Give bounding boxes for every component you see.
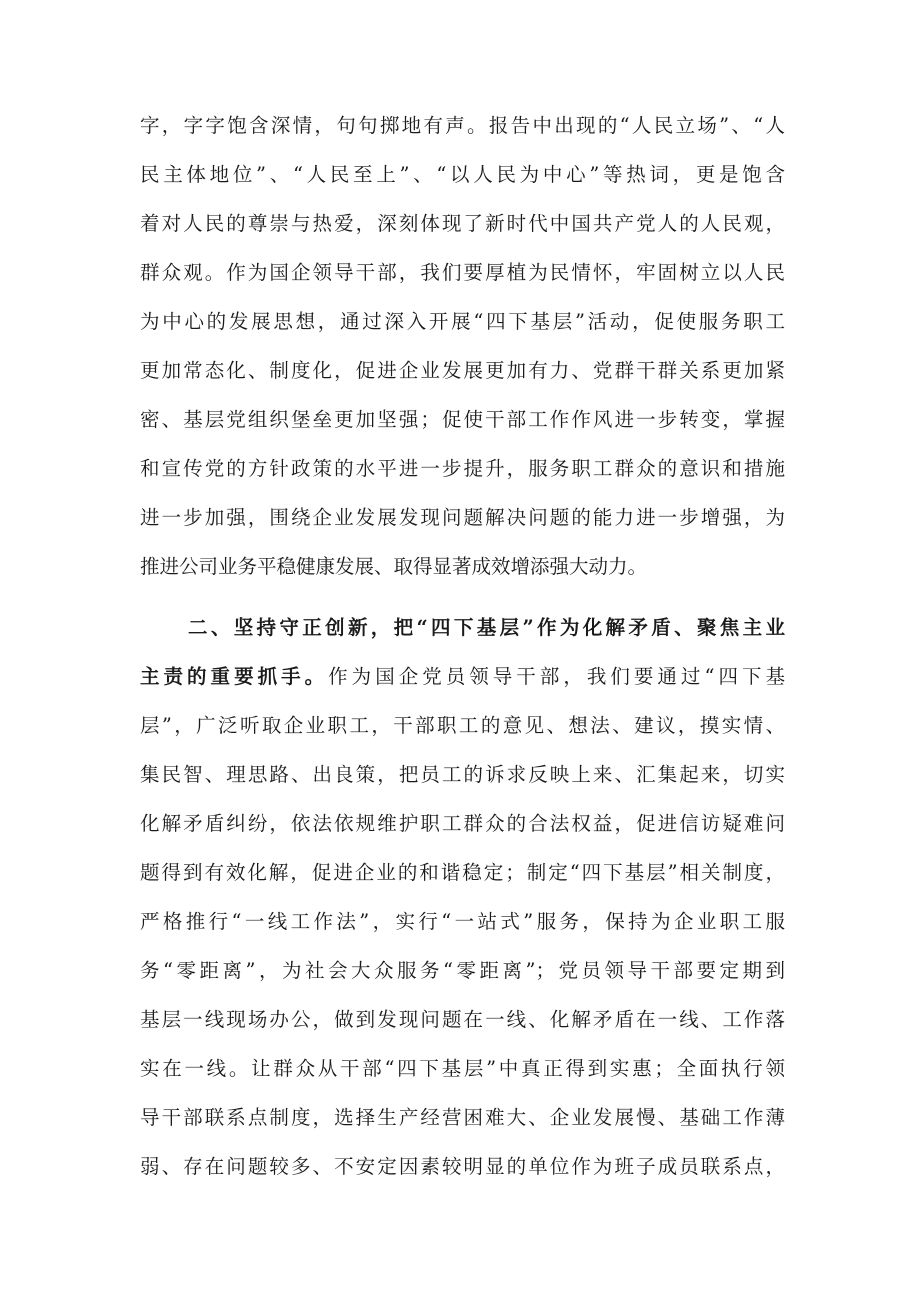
paragraph2-line-6: 严格推行“一线工作法”，实行“一站式”服务，保持为企业职工服 — [140, 910, 785, 933]
paragraph1-line-6: 更加常态化、制度化，促进企业发展更加有力、党群干群关系更加紧 — [140, 359, 785, 382]
paragraph2-line-5: 题得到有效化解，促进企业的和谐稳定；制定“四下基层”相关制度， — [140, 861, 785, 884]
paragraph1-line-10: 推进公司业务平稳健康发展、取得显著成效增添强大动力。 — [140, 555, 648, 578]
paragraph2-line-10: 导干部联系点制度，选择生产经营困难大、企业发展慢、基础工作薄 — [140, 1106, 785, 1129]
paragraph1-line-3: 着对人民的尊崇与热爱，深刻体现了新时代中国共产党人的人民观， — [140, 212, 785, 235]
paragraph1-line-2: 民主体地位”、“人民至上”、“以人民为中心”等热词，更是饱含 — [140, 163, 785, 186]
paragraph2-line-8: 基层一线现场办公，做到发现问题在一线、化解矛盾在一线、工作落 — [140, 1008, 785, 1031]
paragraph1-line-4: 群众观。作为国企领导干部，我们要厚植为民情怀，牢固树立以人民 — [140, 261, 785, 284]
paragraph2-line-2: 层”，广泛听取企业职工，干部职工的意见、想法、建议，摸实情、 — [140, 714, 785, 737]
paragraph1-line-1: 字，字字饱含深情，句句掷地有声。报告中出现的“人民立场”、“人 — [140, 114, 785, 137]
paragraph2-line-11: 弱、存在问题较多、不安定因素较明显的单位作为班子成员联系点， — [140, 1155, 785, 1178]
section-heading-continued: 主责的重要抓手。 — [140, 665, 329, 688]
paragraph2-line-1 — [140, 659, 785, 695]
paragraph1-line-7: 密、基层党组织堡垒更加坚强；促使干部工作作风进一步转变，掌握 — [140, 408, 785, 431]
paragraph1-line-5: 为中心的发展思想，通过深入开展“四下基层”活动，促使服务职工 — [140, 310, 785, 333]
paragraph2-line-9: 实在一线。让群众从干部“四下基层”中真正得到实惠；全面执行领 — [140, 1057, 785, 1080]
paragraph2-line-1-text: 作为国企党员领导干部，我们要通过“四下基 — [328, 665, 785, 688]
paragraph2-line-3: 集民智、理思路、出良策，把员工的诉求反映上来、汇集起来，切实 — [140, 763, 785, 786]
section-heading: 二、坚持守正创新，把“四下基层”作为化解矛盾、聚焦主业 — [188, 616, 785, 639]
paragraph2-line-7: 务“零距离”，为社会大众服务“零距离”；党员领导干部要定期到 — [140, 959, 785, 982]
paragraph1-line-9: 进一步加强，围绕企业发展发现问题解决问题的能力进一步增强，为 — [140, 506, 785, 529]
paragraph1-line-8: 和宣传党的方针政策的水平进一步提升，服务职工群众的意识和措施 — [140, 457, 785, 480]
paragraph2-line-4: 化解矛盾纠纷，依法依规维护职工群众的合法权益，促进信访疑难问 — [140, 812, 785, 835]
